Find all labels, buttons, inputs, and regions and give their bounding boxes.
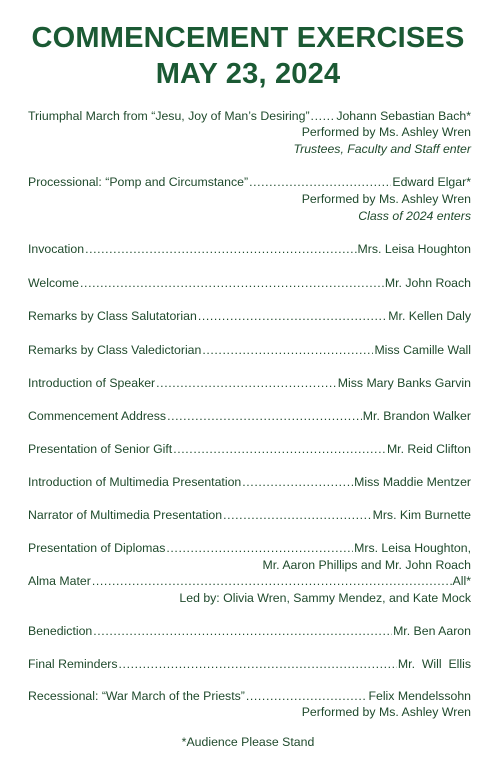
dot-leader xyxy=(202,342,373,358)
program-item-diplomas xyxy=(28,540,471,556)
program-item-recessional xyxy=(28,688,471,704)
program-item-label: Commencement Address xyxy=(28,409,167,423)
dot-leader xyxy=(223,507,371,523)
dot-leader xyxy=(246,688,368,704)
program-item-name: Mr. John Roach xyxy=(384,276,471,290)
dot-leader xyxy=(80,275,384,291)
dot-leader xyxy=(311,108,336,124)
dot-leader xyxy=(173,441,386,457)
dot-leader xyxy=(166,540,353,556)
dot-leader xyxy=(167,408,362,424)
program-item-label: Remarks by Class Valedictorian xyxy=(28,343,202,357)
program-item-label: Processional: “Pomp and Circumstance” xyxy=(28,175,249,189)
program-item-note: Trustees, Faculty and Staff enter xyxy=(293,142,471,156)
page-title: COMMENCEMENT EXERCISES xyxy=(31,22,465,54)
program-item-senior-gift xyxy=(28,441,471,457)
dot-leader xyxy=(119,656,397,672)
program-item-detail: Mr. Aaron Phillips and Mr. John Roach xyxy=(262,558,471,572)
program-item-name: Edward Elgar* xyxy=(392,175,471,189)
dot-leader xyxy=(156,375,337,391)
program-item-name: Mr. Kellen Daly xyxy=(388,309,471,323)
program-item-label: Invocation xyxy=(28,242,85,256)
program-item-triumphal-march xyxy=(28,108,471,124)
program-item-alma-mater xyxy=(28,573,471,589)
program-item-label: Introduction of Speaker xyxy=(28,376,156,390)
program-item-benediction xyxy=(28,623,471,639)
program-item-label: Welcome xyxy=(28,276,80,290)
program-item-salutatorian xyxy=(28,308,471,324)
program-item-invocation xyxy=(28,241,471,257)
program-item-label: Introduction of Multimedia Presentation xyxy=(28,475,242,489)
program-item-label: Narrator of Multimedia Presentation xyxy=(28,508,223,522)
program-item-detail: Performed by Ms. Ashley Wren xyxy=(301,705,471,719)
program-item-name: Mrs. Leisa Houghton, xyxy=(354,541,471,555)
dot-leader xyxy=(249,174,391,190)
program-item-label: Recessional: “War March of the Priests” xyxy=(28,689,245,703)
program-item-detail: Performed by Ms. Ashley Wren xyxy=(301,192,471,206)
program-item-name: Mrs. Leisa Houghton xyxy=(357,242,471,256)
program-item-label: Benediction xyxy=(28,624,93,638)
program-item-name: Mr. Will Ellis xyxy=(397,657,471,671)
program-item-detail: Led by: Olivia Wren, Sammy Mendez, and Kate Mock xyxy=(179,591,471,605)
program-item-label: Final Reminders xyxy=(28,657,118,671)
program-item-multimedia-intro xyxy=(28,474,471,490)
program-item-name: Johann Sebastian Bach* xyxy=(336,109,471,123)
program-item-detail: Performed by Ms. Ashley Wren xyxy=(301,125,471,139)
program-item-name: Mrs. Kim Burnette xyxy=(372,508,471,522)
event-date: MAY 23, 2024 xyxy=(155,58,341,90)
audience-note: *Audience Please Stand xyxy=(181,735,315,749)
program-item-name: Mr. Reid Clifton xyxy=(386,442,471,456)
dot-leader xyxy=(198,308,387,324)
program-item-label: Triumphal March from “Jesu, Joy of Man’s Desiring” xyxy=(28,109,310,123)
dot-leader xyxy=(92,573,452,589)
program-item-valedictorian xyxy=(28,342,471,358)
program-item-address xyxy=(28,408,471,424)
program-item-speaker-intro xyxy=(28,375,471,391)
program-item-label: Remarks by Class Salutatorian xyxy=(28,309,197,323)
program-item-name: All* xyxy=(452,574,471,588)
program-item-name: Mr. Brandon Walker xyxy=(362,409,471,423)
program-item-final-reminders xyxy=(28,656,471,672)
dot-leader xyxy=(242,474,353,490)
dot-leader xyxy=(93,623,392,639)
program-item-label: Presentation of Senior Gift xyxy=(28,442,173,456)
program-item-label: Presentation of Diplomas xyxy=(28,541,166,555)
program-item-name: Felix Mendelssohn xyxy=(368,689,471,703)
program-item-name: Mr. Ben Aaron xyxy=(393,624,471,638)
program-item-note: Class of 2024 enters xyxy=(358,209,471,223)
program-item-label: Alma Mater xyxy=(28,574,91,588)
program-item-name: Miss Camille Wall xyxy=(374,343,471,357)
dot-leader xyxy=(85,241,356,257)
program-item-processional xyxy=(28,174,471,190)
program-item-welcome xyxy=(28,275,471,291)
program-item-name: Miss Maddie Mentzer xyxy=(354,475,471,489)
program-item-name: Miss Mary Banks Garvin xyxy=(337,376,471,390)
program-item-narrator xyxy=(28,507,471,523)
